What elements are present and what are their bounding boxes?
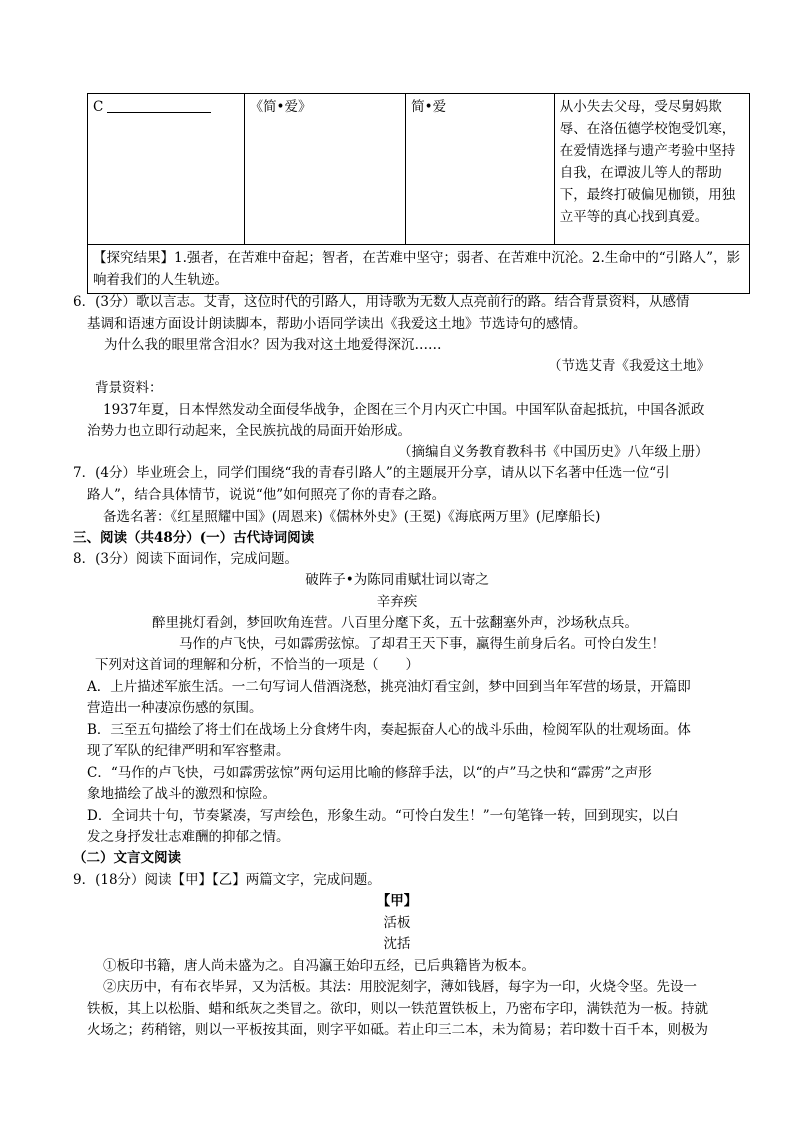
q6-bg-source: （摘编自义务教育教科书《中国历史》八年级上册） (398, 444, 709, 460)
q9-paragraph-1: ①板印书籍，唐人尚未盛为之。自冯瀛王始印五经，已后典籍皆为板本。 (103, 958, 535, 974)
q9-paragraph-2-line3: 火场之；药稍镕，则以一平板按其面，则字平如砥。若止印三二本，未为简易；若印数十百千本，则极为 (87, 1022, 708, 1038)
q8-poem-line2: 马作的卢飞快，弓如霹雳弦惊。了却君王天下事，赢得生前身后名。可怜白发生！ (179, 636, 665, 652)
q8-option-c2: 象地描绘了战斗的激烈和惊险。 (87, 786, 276, 802)
section-3-heading: 三、阅读（共48分）(一）古代诗词阅读 (73, 530, 315, 546)
q8-option-d1: D．全词共十句，节奏紧凑，写声绘色，形象生动。“可怜白发生！”一句笔锋一转，回到现实，以白 (87, 808, 679, 824)
row-label: C (93, 99, 104, 115)
q8-option-a2: 营造出一种凄凉伤感的氛围。 (87, 700, 263, 716)
q8-option-b2: 现了军队的纪律严明和军容整肃。 (87, 743, 290, 759)
q6-bg-line1: 1937年夏，日本悍然发动全面侵华战争，企图在三个月内灭亡中国。中国军队奋起抵抗，中国各派政 (103, 402, 705, 418)
q9-text-author: 沈括 (383, 936, 411, 952)
q6-line1: 6．(3分）歌以言志。艾青，这位时代的引路人，用诗歌为无数人点亮前行的路。结合背景资料，从感情 (73, 294, 690, 310)
result-cell: 【探究结果】1.强者，在苦难中奋起；智者，在苦难中坚守；弱者、在苦难中沉沦。2.生命中的“引路人”，影响着我们的人生轨迹。 (88, 245, 750, 294)
q9-text-title: 活板 (383, 915, 411, 931)
q9-paragraph-2-line2: 铁板，其上以松脂、蜡和纸灰之类冒之。欲印，则以一铁范置铁板上，乃密布字印，满铁范为一板。持就 (87, 1001, 708, 1017)
q8-option-c1: C．“马作的卢飞快，弓如霹雳弦惊”两句运用比喻的修辞手法，以“的卢”马之快和“霹雳”之声形 (87, 765, 652, 781)
q6-source: （节选艾青《我爱这土地》 (548, 358, 710, 374)
q6-bg-label: 背景资料： (95, 380, 163, 396)
deeds-cell: 从小失去父母，受尽舅妈欺辱、在洛伍德学校饱受饥寒，在爱情选择与遗产考验中坚持自我，在谭波儿等人的帮助下，最终打破偏见枷锁，用独立平等的真心找到真爱。 (554, 94, 749, 245)
q6-bg-line2: 治势力也立即行动起来，全民族抗战的局面开始形成。 (87, 423, 411, 439)
section-classical-heading: （二）文言文阅读 (73, 850, 181, 866)
q7-options: 备选名著：《红星照耀中国》(周恩来)《儒林外史》(王冕)《海底两万里》(尼摩船长) (103, 509, 601, 525)
q6-line2: 基调和语速方面设计朗读脚本，帮助小语同学读出《我爱这土地》节选诗句的感情。 (87, 316, 587, 332)
answer-blank[interactable] (107, 98, 211, 113)
q8-poem-line1: 醉里挑灯看剑，梦回吹角连营。八百里分麾下炙，五十弦翻塞外声，沙场秋点兵。 (152, 615, 638, 631)
person-cell: 简•爱 (406, 94, 555, 245)
q8-option-a1: A．上片描述军旅生活。一二句写词人借酒浇愁，挑亮油灯看宝剑，梦中回到当年军营的场景，开篇即 (87, 679, 691, 695)
q7-line2: 路人”，结合具体情节，说说“他”如何照亮了你的青春之路。 (87, 487, 446, 503)
q7-line1: 7．(4分）毕业班会上，同学们围绕“我的青春引路人”的主题展开分享，请从以下名著中任选一位“引 (73, 465, 670, 481)
q9-line1: 9．(18分）阅读【甲】【乙】两篇文字，完成问题。 (73, 872, 381, 888)
q8-line1: 8．(3分）阅读下面词作，完成问题。 (73, 551, 298, 567)
q8-option-d2: 发之身抒发壮志难酬的抑郁之情。 (87, 829, 290, 845)
table-row (88, 245, 750, 294)
q9-jia-label: 【甲】 (376, 893, 418, 909)
book-cell: 《简•爱》 (244, 94, 406, 245)
reading-table (87, 93, 750, 294)
q8-poem-author: 辛弃疾 (376, 594, 418, 610)
q9-paragraph-2-line1: ②庆历中，有布衣毕昇，又为活板。其法：用胶泥刻字，薄如钱唇，每字为一印，火烧令坚。先设一 (103, 979, 697, 995)
q8-question: 下列对这首词的理解和分析，不恰当的一项是（ ） (95, 657, 419, 673)
q8-option-b1: B．三至五句描绘了将士们在战场上分食烤牛肉，奏起振奋人心的战斗乐曲，检阅军队的壮观场面。体 (87, 722, 691, 738)
q8-poem-title: 破阵子•为陈同甫赋壮词以寄之 (305, 572, 489, 588)
table-row (88, 94, 750, 245)
row-label-cell (88, 94, 245, 245)
q6-poem: 为什么我的眼里常含泪水？因为我对这土地爱得深沉…… (104, 337, 442, 353)
